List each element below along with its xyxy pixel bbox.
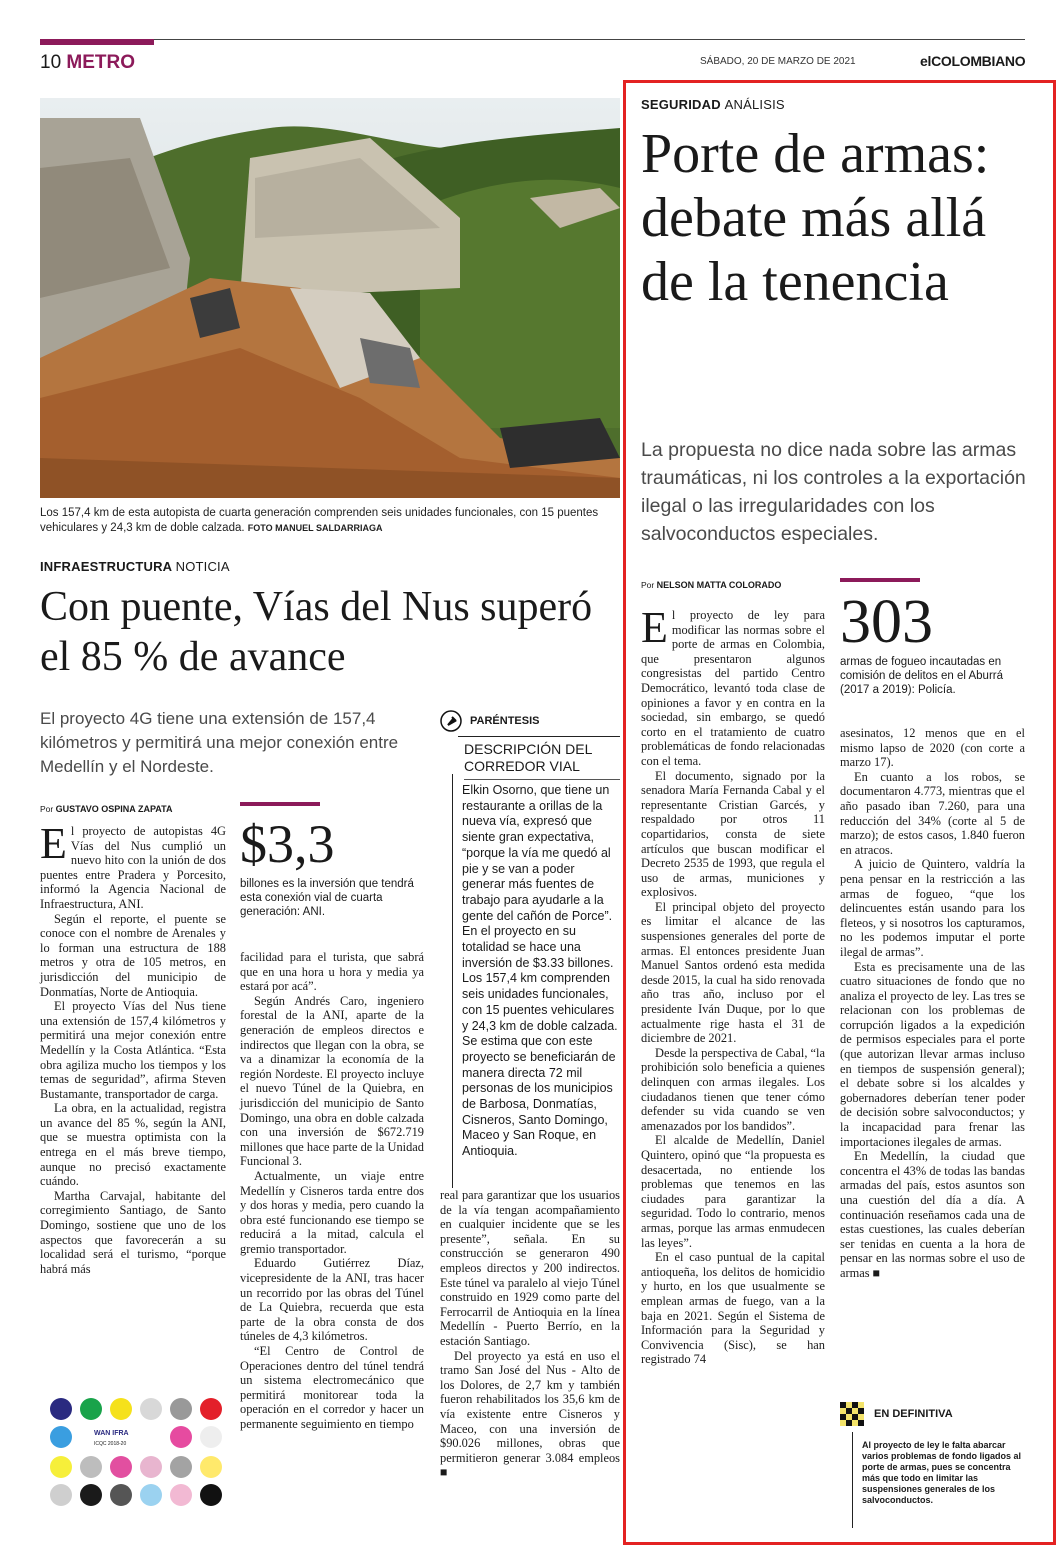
armas-column-1: [641, 603, 825, 1367]
pin-icon: [440, 710, 462, 732]
infra-column-3: [440, 1188, 620, 1480]
infra-col2-p2: Según Andrés Caro, ingeniero forestal de la ANI, aparte de la generación de empleos directos e indirectos que llegan con la obra, se va a dinamizar la economía de la región Nordeste. El proyecto incluye el nuevo Túnel de la Quiebra, en jurisdicción del municipio de Santo Domingo, una obra en doble calzada con una inversión de $672.719 millones que hace parte de la Unidad Funcional 3.: [240, 993, 424, 1169]
color-swatch: [110, 1484, 132, 1506]
parentesis-kicker: PARÉNTESIS: [470, 715, 540, 727]
armas-stat-bar: [840, 578, 920, 582]
infra-stat-value: $3,3: [240, 814, 335, 874]
en-definitiva-title: EN DEFINITIVA: [874, 1408, 953, 1420]
armas-col1-p2: El documento, signado por la senadora María Fernanda Cabal y el representante Cristian Garcés, y respaldado por otros 11 copartidarios, consta de siete artículos que buscan modificar el Decreto 2535 de 1993, que regula el uso de armas, municiones y explosivos.: [641, 768, 825, 900]
infra-col1-p5: Martha Carvajal, habitante del corregimiento Santiago, de Santo Domingo, sostiene que uno de los aspectos que favorecerán a su localidad será el turismo, “porque habrá más: [40, 1188, 226, 1276]
infra-deck: El proyecto 4G tiene una extensión de 157,4 kilómetros y permitirá una mejor conexión entre Medellín y el Nordeste.: [40, 709, 399, 776]
infra-col1-p1: l proyecto de autopistas 4G Vías del Nus cumplió un nuevo hito con la unión de dos puentes entre Pradera y Porcesito, informó la Agencia Nacional de Infraestructura, ANI.: [40, 824, 226, 911]
section-name: METRO: [66, 52, 136, 73]
armas-kicker-type: ANÁLISIS: [724, 97, 785, 112]
armas-col2-p1: asesinatos, 12 menos que en el mismo lapso de 2020 (con corte a marzo 17).: [840, 726, 1025, 770]
color-swatch: [50, 1456, 72, 1478]
en-definitiva-rule: [852, 1432, 853, 1528]
color-swatch: [50, 1398, 72, 1420]
infra-col1-p3: El proyecto Vías del Nus tiene una extensión de 157,4 kilómetros y permitirá una mejor conexión entre Medellín y la Costa Atlántica. “Esta obra agiliza mucho los tiempos y los temas de seguridad”, afirma Steven Bustamante, transportador de carga.: [40, 999, 226, 1101]
color-swatch: [200, 1426, 222, 1448]
color-swatch: [80, 1456, 102, 1478]
armas-headline: Porte de armas: debate más allá de la tenencia: [641, 123, 990, 313]
armas-col2-p3: A juicio de Quintero, valdría la pena pensar en la restricción a las armas de fogueo, “que los delincuentes están usando para los fleteos, y si nosotros los capturamos, no les podemos imputar el porte ilegal de armas”.: [840, 857, 1025, 959]
newspaper-logo: elCOLOMBIANO: [920, 53, 1026, 69]
armas-col1-p6: En el caso puntual de la capital antioqueña, los delitos de homicidio y hurto, en los que usualmente se emplean armas de fuego, van a la baja en 2021. Según el Sistema de Información para la Seguridad y Convivencia (Sisc), se han registrado 74: [641, 1250, 825, 1367]
armas-col1-p3: El principal objeto del proyecto es limitar el alcance de las suspensiones generales del porte de armas. El entonces presidente Juan Manuel Santos ordenó esta medida desde 2015, la cual ha sido renovada año tras año, incluso por el presidente Iván Duque, por lo que actualmente rige hasta el 31 de diciembre de 2021.: [641, 899, 825, 1046]
color-swatch: [50, 1426, 72, 1448]
photo-credit: FOTO MANUEL SALDARRIAGA: [247, 523, 383, 533]
color-swatch: [170, 1398, 192, 1420]
infra-drop-cap: E: [40, 819, 67, 868]
color-swatch: [80, 1398, 102, 1420]
page-number: 10: [40, 52, 62, 73]
color-swatch: [170, 1484, 192, 1506]
infra-col3-p1: real para garantizar que los usuarios de la vía tengan acompañamiento en cualquier incidente que se les presente”, señala. En su construcción se generaron 490 empleos directos y 200 indirectos. Este túnel va paralelo al viejo Túnel construido en 1929 como parte del Ferrocarril de Antioquia en la línea Medellín - Puerto Berrío, en la estación Santiago.: [440, 1188, 620, 1348]
armas-kicker: [641, 97, 785, 112]
section-color-bar: [40, 39, 154, 45]
armas-col2-p2: En cuanto a los robos, se documentaron 4.773, mientras que el año pasado iban 7.260, para una reducción del 34% (corte al 5 de marzo); de estos casos, 1.840 fueron en atracos.: [840, 769, 1025, 857]
armas-stat-label: armas de fogueo incautadas en comisión de delitos en el Aburrá (2017 a 2019): Policía.: [840, 656, 1004, 696]
photo-caption: [40, 506, 620, 536]
armas-col2-p4: Esta es precisamente una de las cuatro situaciones de fondo que no analiza el proyecto de ley. Las tres se relacionan con los problemas de corrupción ligados a la expedición de permisos especiales para el porte (que autorizan llevar armas incluso en tiempos de suspensión general); el debate sobre si los alcaldes y gobernadores deberían tener poder de decisión sobre salvoconductos; y la incapacidad para frenar las importaciones ilegales de armas.: [840, 959, 1025, 1149]
wanifra-logo: WAN IFRA: [94, 1430, 129, 1437]
infra-col2-p3: Actualmente, un viaje entre Medellín y Cisneros tarda entre dos y dos horas y media, pero cuando la obra esté funcionando ese tiempo se reducirá a la mitad, calcula el gremio transportador.: [240, 1168, 424, 1256]
header-rule: [40, 39, 1025, 40]
issue-date: SÁBADO, 20 DE MARZO DE 2021: [700, 56, 856, 67]
print-color-bar: [40, 1390, 225, 1525]
infra-stat-label: billones es la inversión que tendrá esta conexión vial de cuarta generación: ANI.: [240, 878, 414, 918]
infra-col1-p4: La obra, en la actualidad, registra un avance del 85 %, según la ANI, que se muestra optimista con la entrega en el más breve tiempo, aunque no precisó exactamente cuándo.: [40, 1101, 226, 1189]
infra-column-2: [240, 950, 424, 1432]
parentesis-rule: [452, 774, 453, 1188]
infra-col2-p5: “El Centro de Control de Operaciones dentro del túnel tendrá un sistema electromecánico que permitirá monitorear toda la operación en el corredor y hacer un permanente seguimiento en tiempo: [240, 1344, 424, 1431]
armas-kicker-section: SEGURIDAD: [641, 97, 721, 112]
color-swatch: [110, 1456, 132, 1478]
color-swatch: [110, 1398, 132, 1420]
color-swatch: [50, 1484, 72, 1506]
parentesis-box: [440, 710, 620, 780]
armas-drop-cap: E: [641, 603, 668, 652]
armas-col1-p5: El alcalde de Medellín, Daniel Quintero, opinó que “la propuesta es desacertada, no entiende los problemas que tenemos en las ciudades para garantizar la seguridad. Todo lo contrario, menos armas, porque las armas enmudecen las leyes”.: [641, 1133, 825, 1250]
photo-illustration: [40, 98, 620, 498]
parentesis-title: DESCRIPCIÓN DEL CORREDOR VIAL: [464, 737, 620, 780]
armas-byline-name: NELSON MATTA COLORADO: [656, 580, 782, 590]
color-swatch: [170, 1456, 192, 1478]
armas-col1-p4: Desde la perspectiva de Cabal, “la prohibición solo beneficia a quienes delinquen con armas ilegales. Los ciudadanos tienen que tener cómo defender su vida cuando se ven amenazados por los bandidos”.: [641, 1045, 825, 1133]
armas-column-2: [840, 726, 1025, 1281]
armas-col2-p5: En Medellín, la ciudad que concentra el 43% de todas las bandas armadas del país, estos asuntos son una cuestión del día a día. A continuación reseñamos cada una de estas cuestiones, las cuales deberían ser tenidas en cuenta a la hora de pensar en las normas sobre el uso de armas ■: [840, 1149, 1025, 1280]
infra-col2-p4: Eduardo Gutiérrez Díaz, vicepresidente de la ANI, tras hacer un recorrido por las obras del Túnel de La Quiebra, recuerda que esta parte de la obra consta de dos túneles de 4,3 kilómetros.: [240, 1256, 424, 1344]
infra-byline-prefix: Por: [40, 804, 54, 814]
infra-col3-p2: Del proyecto ya está en uso el tramo San José del Nus - Alto de los Dolores, de 2,7 km y también fueron rehabilitados los 35,6 km de vía existente entre Cisneros y Maceo, con una inversión de $90.026 millones, obras que permitieron generar 3.084 empleos ■: [440, 1348, 620, 1480]
infra-col2-p1: facilidad para el turista, que sabrá que en una hora u hora y media ya estará por acá”.: [240, 950, 424, 994]
infra-headline: Con puente, Vías del Nus superó el 85 % de avance: [40, 584, 593, 680]
infra-byline-name: GUSTAVO OSPINA ZAPATA: [55, 804, 173, 814]
color-swatch: [140, 1456, 162, 1478]
color-swatch: [140, 1398, 162, 1420]
infra-kicker-section: INFRAESTRUCTURA: [40, 559, 172, 574]
en-definitiva-box: [840, 1402, 1025, 1426]
infra-kicker: [40, 559, 230, 574]
color-swatch: [80, 1484, 102, 1506]
color-swatch: [140, 1484, 162, 1506]
en-definitiva-text: Al proyecto de ley le falta abarcar varios problemas de fondo ligados al porte de armas, pues se concentra más que todo en limitar las suspensiones generales de los salvoconductos.: [862, 1440, 1022, 1505]
color-swatch: [170, 1426, 192, 1448]
armas-byline: [641, 580, 781, 590]
infra-stat-bar: [240, 802, 320, 806]
icqc-cert: ICQC 2018-20: [94, 1441, 127, 1447]
checkered-icon: [840, 1402, 864, 1426]
infra-col1-p2: Según el reporte, el puente se conoce con el nombre de Arenales y lo forman una estructura de 188 metros y otra de 105 metros, en jurisdicción del municipio de Donmatías, Norte de Antioquia.: [40, 911, 226, 999]
armas-byline-prefix: Por: [641, 580, 655, 590]
infra-column-1: [40, 819, 226, 1276]
caption-text: Los 157,4 km de esta autopista de cuarta generación comprenden seis unidades funcionales, con 15 puentes vehiculares y 24,3 km de doble calzada.: [40, 507, 599, 534]
infra-kicker-type: NOTICIA: [175, 559, 230, 574]
infra-byline: [40, 804, 172, 814]
page-header: [40, 52, 135, 74]
parentesis-text: Elkin Osorno, que tiene un restaurante a orillas de la nueva vía, expresó que siente gran expectativa, “porque la vía me quedó al pie y se van a poder generar más fuentes de trabajo para ayudarle a la gente del cañón de Porce”. En el proyecto en su totalidad se hace una inversión de $3.33 billones. Los 157,4 km comprenden seis unidades funcionales, con 15 puentes vehiculares y 24,3 km de doble calzada. Se estima que con este proyecto se beneficiarán de manera directa 72 mil personas de los municipios de Barbosa, Donmatías, Cisneros, Santo Domingo, Maceo y San Roque, en Antioquia.: [462, 783, 618, 1159]
armas-deck: La propuesta no dice nada sobre las armas traumáticas, ni los controles a la exportación ilegal o las irregularidades con los salvoconductos especiales.: [641, 439, 1026, 545]
color-swatch: [200, 1484, 222, 1506]
color-swatch: [200, 1398, 222, 1420]
armas-stat-value: 303: [840, 588, 933, 656]
road-construction-photo: [40, 98, 620, 498]
color-swatch: [200, 1456, 222, 1478]
armas-col1-p1: l proyecto de ley para modificar las normas sobre el porte de armas en Colombia, que presentaron algunos congresistas del partido Centro Democrático, levantó toda clase de opiniones a favor y en contra en la sociedad, sin embargo, se quedó corto en el tratamiento de cuatro problemáticas de fondo relacionadas con el tema.: [641, 608, 825, 768]
